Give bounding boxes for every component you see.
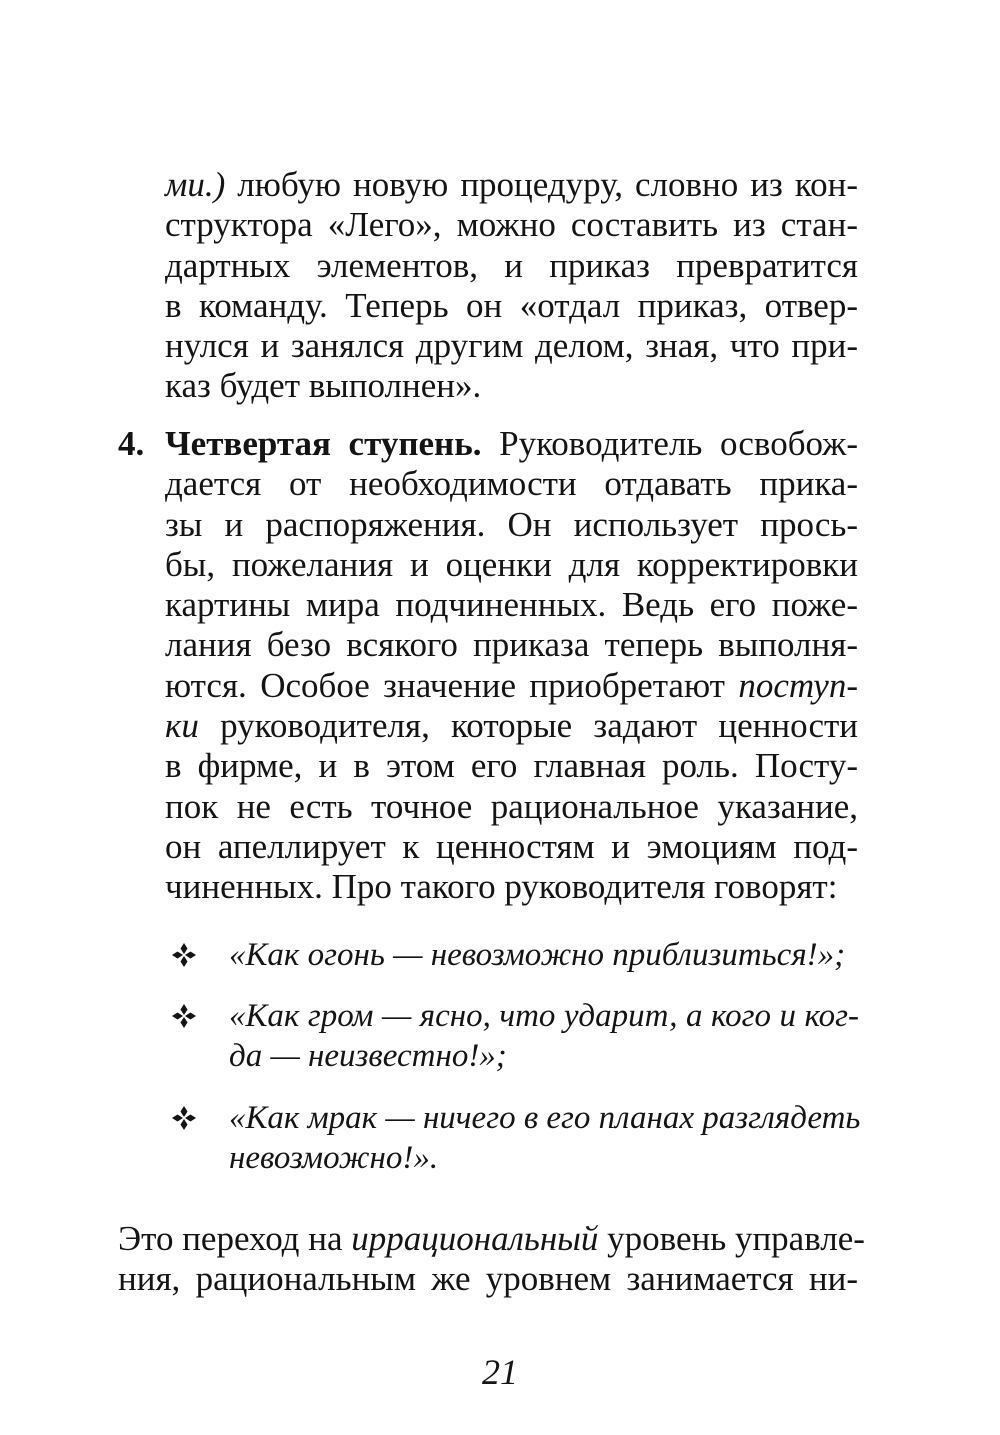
quote-line: «Как огонь — невозможно приблизиться!»; xyxy=(229,937,846,973)
quote-bullet-3 xyxy=(229,1098,859,1179)
text-line: нулся и занялся другим делом, зная, что при- xyxy=(165,326,858,366)
text-line xyxy=(118,1219,865,1259)
bottom-paragraph xyxy=(118,1219,865,1300)
quote-line: «Как гром — ясно, что ударит, а кого и ког- xyxy=(229,998,859,1034)
four-diamond-fleuron-icon xyxy=(170,1002,198,1030)
quote-line: «Как мрак — ничего в его планах разглядеть xyxy=(229,1100,861,1136)
page-number: 21 xyxy=(482,1352,518,1392)
text-line: дартных элементов, и приказ превратится xyxy=(165,245,858,285)
text-line: зы и распоряжения. Он использует прось- xyxy=(165,504,858,544)
italic-fragment: поступ- xyxy=(738,665,858,705)
list-item-4 xyxy=(165,424,858,908)
four-diamond-fleuron-icon xyxy=(170,1104,198,1132)
list-number: 4. xyxy=(118,424,145,463)
text-line: структора «Лего», можно составить из стан- xyxy=(165,205,858,245)
text-line: каз будет выполнен». xyxy=(165,366,482,406)
quote-bullet-2 xyxy=(229,996,859,1077)
italic-fragment: ми.) xyxy=(165,165,226,204)
text-line: он апеллирует к ценностям и эмоциям под- xyxy=(165,826,858,866)
text-line xyxy=(165,165,858,205)
text-line: лания безо всякого приказа теперь выполня- xyxy=(165,625,858,665)
quote-line: невозможно!». xyxy=(229,1140,439,1177)
text-line xyxy=(165,706,858,746)
quote-line: да — неизвестно!»; xyxy=(229,1038,507,1075)
text-line: дается от необходимости отдавать прика- xyxy=(165,464,858,504)
text-line: ния, рациональным же уровнем занимается ни- xyxy=(118,1259,858,1299)
top-paragraph xyxy=(165,165,858,407)
text-fragment: любую новую процедуру, словно из кон- xyxy=(225,165,858,204)
text-line: пок не есть точное рациональное указание, xyxy=(165,786,858,826)
item-heading: Четвертая ступень. xyxy=(165,424,482,463)
text-line: картины мира подчиненных. Ведь его поже- xyxy=(165,585,858,625)
text-fragment: Это переход на xyxy=(118,1219,352,1258)
text-fragment: Руководитель освобож- xyxy=(481,424,858,463)
text-fragment: руководителя, которые задают ценности xyxy=(198,706,858,746)
text-line: в команду. Теперь он «отдал приказ, отвер- xyxy=(165,285,858,325)
text-line: бы, пожелания и оценки для корректировки xyxy=(165,544,858,584)
four-diamond-fleuron-icon xyxy=(170,941,198,969)
quote-bullet-1 xyxy=(229,935,859,975)
text-line: в фирме, и в этом его главная роль. Посту- xyxy=(165,746,858,786)
italic-fragment: ки xyxy=(165,706,199,746)
text-fragment: уровень управле- xyxy=(598,1219,865,1258)
italic-fragment: иррациональный xyxy=(351,1219,599,1258)
text-fragment: ются. Особое значение приобретают xyxy=(165,665,739,705)
text-line: чиненных. Про такого руководителя говорят: xyxy=(165,867,838,907)
text-line xyxy=(165,666,858,706)
text-line xyxy=(165,424,858,464)
